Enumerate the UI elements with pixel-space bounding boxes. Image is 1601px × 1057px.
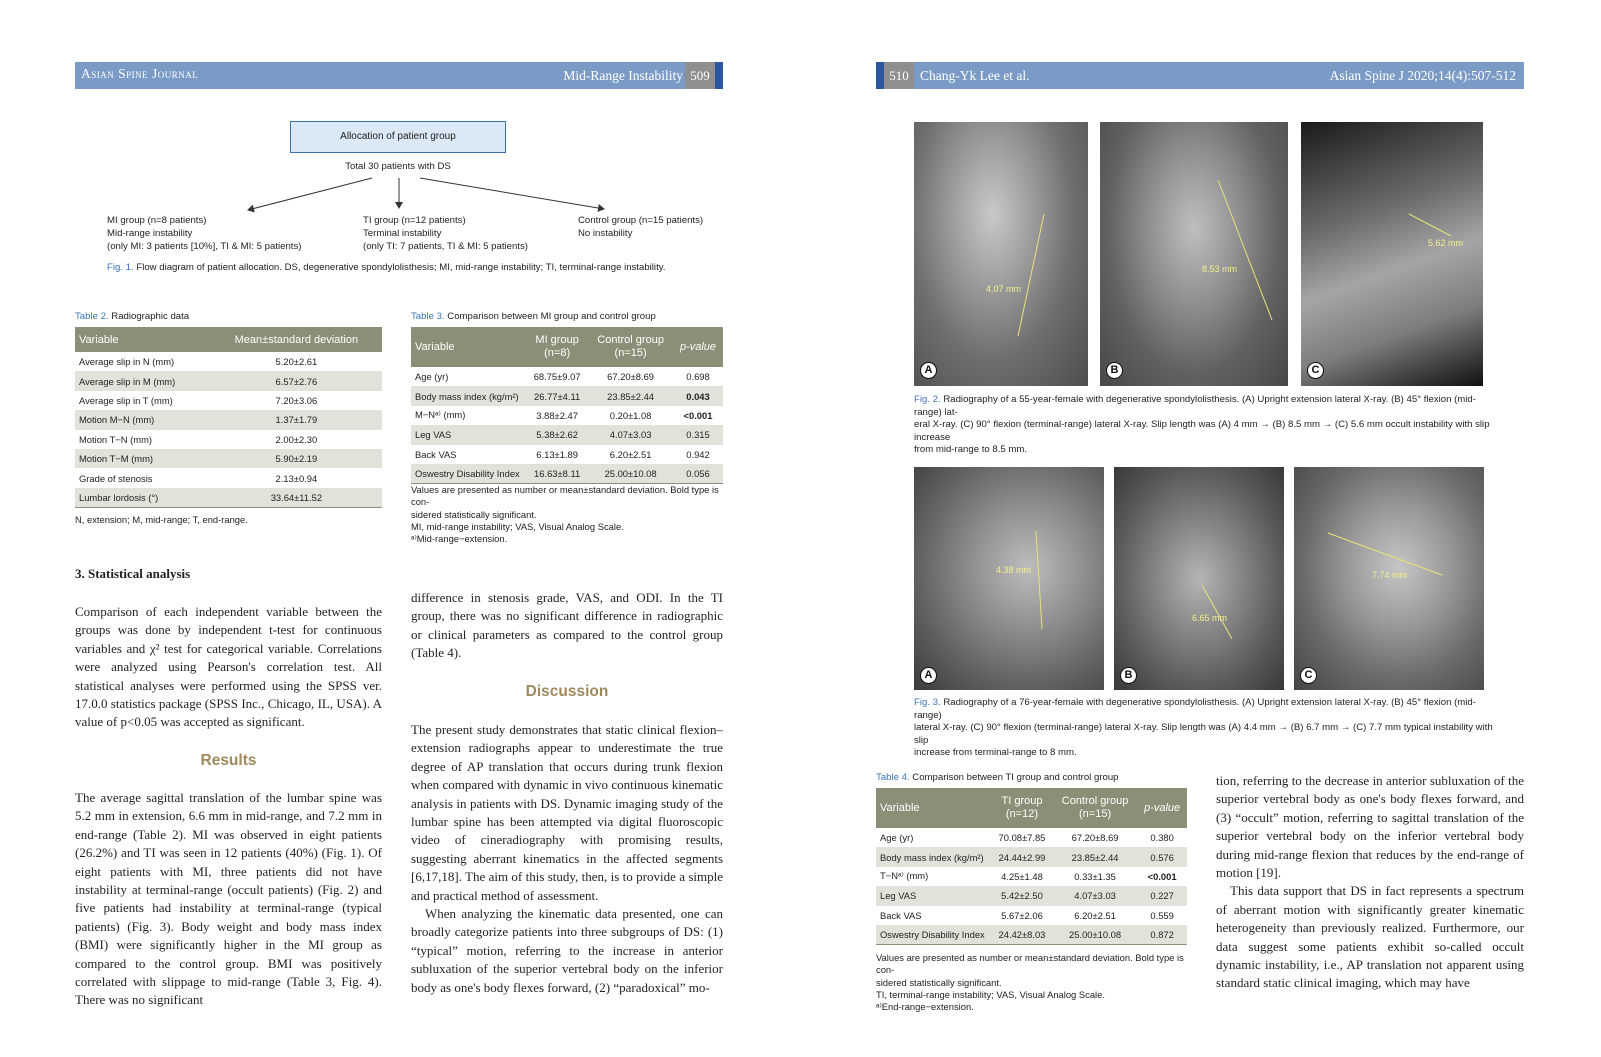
measure-label: 6.65 mm [1192,613,1228,623]
discussion-heading: Discussion [525,683,609,700]
table2-header-mean: Mean±standard deviation [211,327,382,352]
table-row: Motion T−N (mm) 2.00±2.30 [79,433,318,445]
table3-header-mi: MI group (n=8) [526,327,588,367]
flow-total: Total 30 patients with DS [345,161,451,172]
results-heading: Results [200,752,257,769]
fig1-caption: Fig. 1. Flow diagram of patient allocation. DS, degenerative spondylolisthesis; MI, mid-range instability; TI, terminal-range instability. [107,262,666,273]
table3-caption: Table 3. Comparison between MI group and control group [411,311,656,322]
slip-measure-line [914,467,1104,690]
flow-group-ti: TI group (n=12 patients) Terminal instability (only TI: 7 patients, TI & MI: 5 patients) [363,215,528,252]
slip-measure-line [1100,122,1288,386]
section-statistical-analysis: 3. Statistical analysis [75,566,191,581]
measure-label: 4.07 mm [986,284,1022,294]
right-page-header [876,62,1524,89]
table-row: Lumbar lordosis (°) 33.64±11.52 [75,488,382,507]
flow-group-mi: MI group (n=8 patients) Mid-range instability (only MI: 3 patients [10%], TI & MI: 5 patients) [107,215,302,252]
running-authors: Chang-Yk Lee et al. [920,68,1030,83]
table-row: Oswestry Disability Index 24.42±8.03 25.00±10.08 0.872 [876,925,1187,944]
table2-note: N, extension; M, mid-range; T, end-range. [75,514,248,525]
table-row: Age (yr) 70.08±7.85 67.20±8.69 0.380 [880,832,1174,844]
table2 [75,327,382,508]
stats-paragraph: Comparison of each independent variable between the groups was done by independent t-test for continuous variables and χ² test for categorical variable. Correlations were analyzed using Pearson's correlation test. All statistical analyses were performed using the SPSS ver. 17.0.0 statistics package (SPSS Inc., Chicago, IL, USA). A value of p<0.05 was accepted as significant. [75,604,382,730]
table-row: Age (yr) 68.75±9.07 67.20±8.69 0.698 [415,371,710,383]
fig3-panel-a [914,467,1104,690]
table4-header-ti: TI group (n=12) [991,788,1053,828]
table4 [876,788,1187,945]
table3-header-pvalue: p-value [673,327,723,367]
table-row: Oswestry Disability Index 16.63±8.11 25.00±10.08 0.056 [411,464,723,483]
fig2-panel-b [1100,122,1288,386]
table3 [411,327,723,484]
table-row: Leg VAS 5.38±2.62 4.07±3.03 0.315 [411,425,723,444]
table-row: Back VAS 5.67±2.06 6.20±2.51 0.559 [880,909,1174,921]
table3-header-variable: Variable [411,327,526,367]
flow-allocation-box: Allocation of patient group [290,121,506,153]
table-row: T−Nᵃ⁾ (mm) 4.25±1.48 0.33±1.35 <0.001 [880,870,1177,882]
page-number: 509 [685,62,715,89]
slip-measure-line [914,122,1088,386]
table3-note: Values are presented as number or mean±standard deviation. Bold type is con- sidered statistically significant. MI, mid-range instability; VAS, Visual Analog Scale. ᵃ⁾Mid-range−extension. [411,484,719,545]
table4-header-control: Control group (n=15) [1053,788,1137,828]
table-row: Average slip in N (mm) 5.20±2.61 [79,356,318,368]
discussion-paragraphs: The present study demonstrates that static clinical flexion–extension radiographs appear to underestimate the true degree of AP translation that occurs during trunk flexion when compared with dynamic in vivo continuous kinematic analysis in patients with DS. Dynamic imaging study of the lumbar spine has been attempted via digital fluoroscopic video of cineradiography with promising results, suggesting aberrant kinematics in the affected segments [6,17,18]. The aim of this study, then, is to provide a simple and practical method of assessment. When analyzing the kinematic data presented, one can broadly categorize patients into three subgroups of DS: (1) “typical” motion, referring to the increase in anterior subluxation of the superior vertebral body on the inferior body as one's body flexes forward, (2) “paradoxical” mo- [411,722,723,995]
table3-header-control: Control group (n=15) [588,327,673,367]
panel-label-icon: C [1300,667,1317,684]
header-edge-bar [876,62,884,89]
measure-label: 7.74 mm [1372,570,1408,580]
fig2-panel-a [914,122,1088,386]
page-number: 510 [884,62,914,89]
panel-label-icon: C [1307,362,1324,379]
fig2-caption: Fig. 2. Radiography of a 55-year-female with degenerative spondylolisthesis. (A) Upright extension lateral X-ray. (B) 45° flexion (mid-range) lat- eral X-ray. (C) 90° flexion (terminal-range) lateral X-ray. Slip length was (A) 4 mm → (B) 8.5 mm → (C) 5.6 mm occult instability with slip increase from mid-range to 8.5 mm. [914,394,1490,455]
fig3-panel-c [1294,467,1484,690]
panel-label-icon: A [920,667,937,684]
table-row: Average slip in T (mm) 7.20±3.06 [79,394,318,406]
running-citation: Asian Spine J 2020;14(4):507-512 [1329,68,1516,83]
table4-caption: Table 4. Comparison between TI group and control group [876,772,1119,783]
measure-label: 4.38 mm [996,565,1032,575]
table-row: Back VAS 6.13±1.89 6.20±2.51 0.942 [415,448,710,460]
table4-header-pvalue: p-value [1137,788,1187,828]
measure-label: 5.62 mm [1428,238,1464,248]
results-paragraph: The average sagittal translation of the lumbar spine was 5.2 mm in extension, 6.6 mm in mid-range, and 7.2 mm in end-range (Table 2). MI was observed in eight patients (26.2%) and TI was seen in 12 patients (40%) (Fig. 1). Of eight patients with MI, three patients did not have instability at terminal-range (occult patients) (Fig. 2) and five patients had instability at terminal-range (typical patients) (Fig. 3). Body weight and body mass index (BMI) were significantly higher in the MI group as compared to the control group. BMI was positively correlated with slippage to mid-range (Table 3, Fig. 4). There was no significant [75,790,382,1008]
slip-measure-line [1301,122,1483,386]
table-row: Body mass index (kg/m²) 24.44±2.99 23.85±2.44 0.576 [876,847,1187,866]
table-row: Motion M−N (mm) 1.37±1.79 [75,410,382,429]
running-title: Mid-Range Instability [563,68,683,83]
panel-label-icon: B [1120,667,1137,684]
fig2-panel-c [1301,122,1483,386]
table2-header-variable: Variable [75,327,211,352]
measure-label: 8.53 mm [1202,264,1238,274]
col2-paragraph: difference in stenosis grade, VAS, and ODI. In the TI group, there was no significant difference in radiographic or clinical parameters as compared to the control group (Table 4). [411,590,723,661]
slip-measure-line [1114,467,1284,690]
table2-caption: Table 2. Radiographic data [75,311,190,322]
table-row: Leg VAS 5.42±2.50 4.07±3.03 0.227 [876,886,1187,905]
table-row: Grade of stenosis 2.13±0.94 [79,472,318,484]
table-row: M−Nᵃ⁾ (mm) 3.88±2.47 0.20±1.08 <0.001 [415,409,713,421]
table-row: Body mass index (kg/m²) 26.77±4.11 23.85±2.44 0.043 [411,386,723,405]
table-row: Motion T−M (mm) 5.90±2.19 [75,449,382,468]
table4-note: Values are presented as number or mean±standard deviation. Bold type is con- sidered statistically significant. TI, terminal-range instability; VAS, Visual Analog Scale. ᵃ⁾End-range−extension. [876,952,1184,1013]
panel-label-icon: B [1106,362,1123,379]
journal-name: Asian Spine Journal [81,66,199,81]
table4-header-variable: Variable [876,788,991,828]
table-row: Average slip in M (mm) 6.57±2.76 [75,371,382,390]
right-column-text: tion, referring to the decrease in anterior subluxation of the superior vertebral body as one's body flexes forward, and (3) “occult” motion, referring to sagittal translation of the superior vertebral body on the inferior vertebral body during mid-range flexion that reduces by the end-range of motion [19]. This data support that DS in fact represents a spectrum of aberrant motion with significantly greater kinematic heterogeneity than previously realized. Furthermore, our data suggest some patients exhibit so-called occult dynamic instability, i.e., AP translation not apparent using standard static clinical imaging, which may have [1216,773,1524,991]
fig3-caption: Fig. 3. Radiography of a 76-year-female with degenerative spondylolisthesis. (A) Upright extension lateral X-ray. (B) 45° flexion (mid-range) lateral X-ray. (C) 90° flexion (terminal-range) lateral X-ray. Slip length was (A) 4.4 mm → (B) 6.7 mm → (C) 7.7 mm typical instability with slip increase from terminal-range to 8 mm. [914,697,1493,758]
fig3-panel-b [1114,467,1284,690]
flow-group-control: Control group (n=15 patients) No instability [578,215,704,239]
panel-label-icon: A [920,362,937,379]
